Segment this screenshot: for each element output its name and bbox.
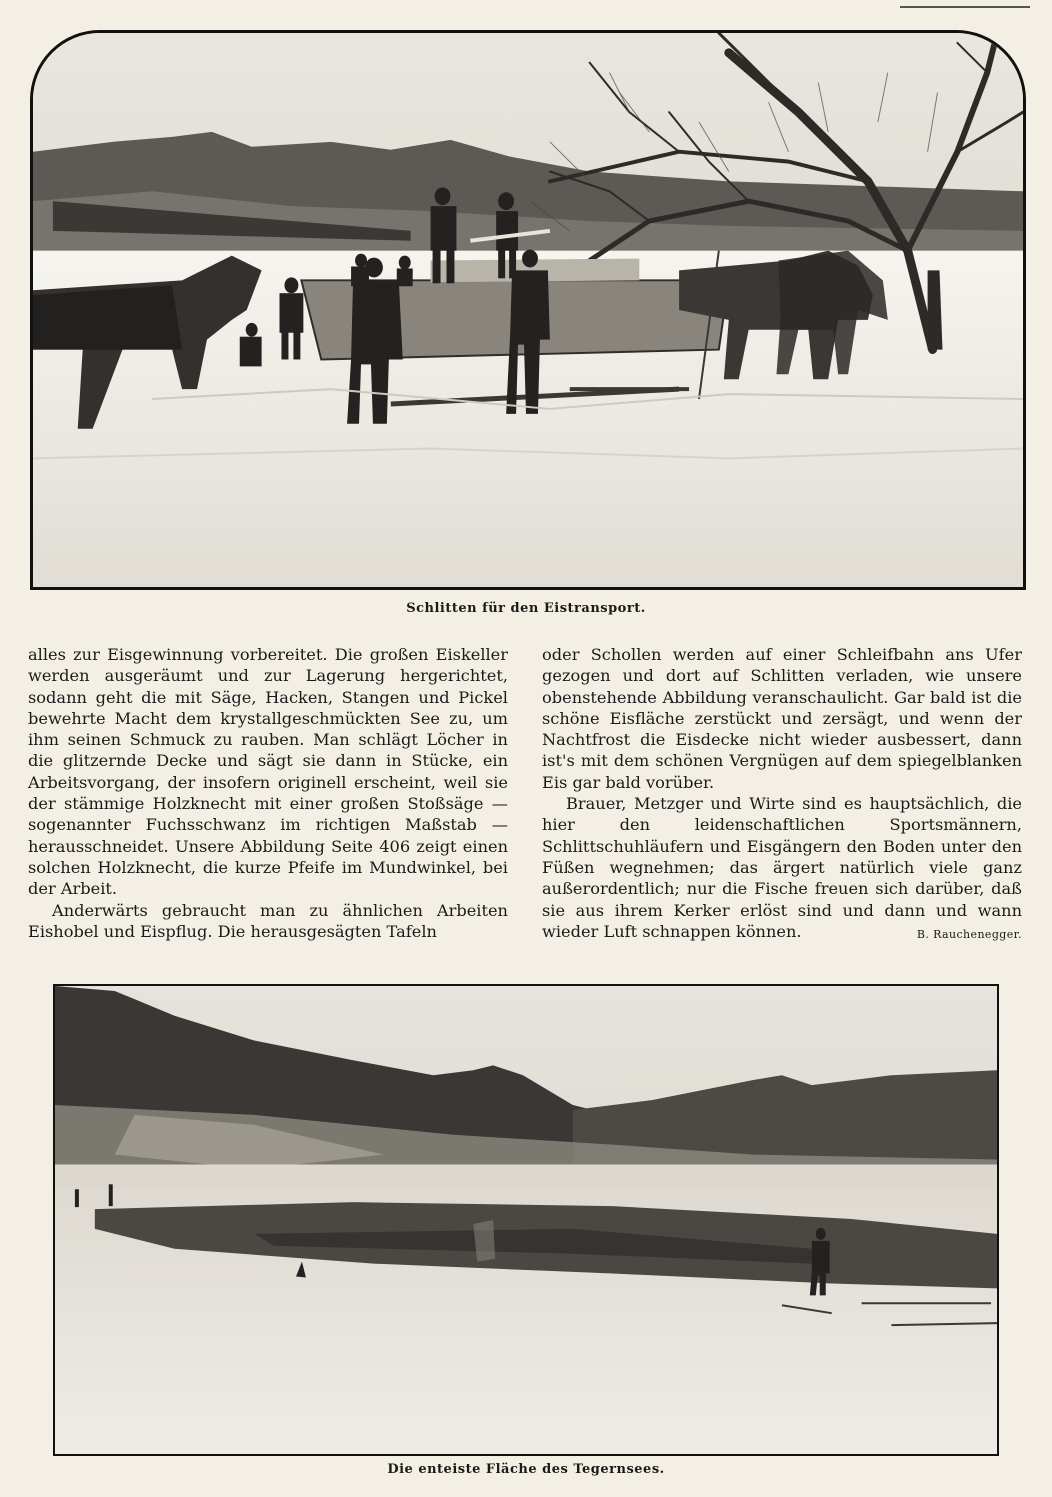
photo-ice-sleds-image	[33, 33, 1023, 587]
figure-caption-tegernsee: Die enteiste Fläche des Tegernsees.	[387, 1462, 665, 1477]
figure-caption-ice-sleds: Schlitten für den Eistransport.	[406, 601, 646, 616]
article-column-left	[28, 644, 508, 942]
article-column-right	[542, 644, 1022, 945]
header-rule	[900, 6, 1030, 8]
article-author: B. Rauchenegger.	[916, 928, 1022, 942]
article-paragraph: alles zur Eisgewinnung vorbereitet. Die großen Eiskeller werden ausgeräumt und zur Lagerung hergerichtet, sodann geht die mit Säge, Hacken, Stangen und Pickel bewehrte Macht dem krystallgeschmückten See zu, um ihm seinen Schmuck zu rauben. Man schlägt Löcher in die glitzernde Decke und sägt sie dann in Stücke, ein Arbeitsvorgang, der insofern originell erscheint, weil sie der stämmige Holzknecht mit einer großen Stoßsäge — sogenannter Fuchsschwanz im richtigen Maßstab — herausschneidet. Unsere Abbildung Seite 406 zeigt einen solchen Holzknecht, die kurze Pfeife im Mundwinkel, bei der Arbeit.	[28, 645, 508, 899]
photo-tegernsee-ice	[53, 984, 999, 1456]
article-paragraph: Anderwärts gebraucht man zu ähnlichen Arbeiten Eishobel und Eispflug. Die herausgesägten Tafeln	[28, 900, 508, 941]
photo-ice-sleds	[30, 30, 1026, 590]
article-paragraph: Brauer, Metzger und Wirte sind es hauptsächlich, die hier den leidenschaftlichen Sportsmännern, Schlittschuhläufern und Eisgängern den Boden unter den Füßen wegnehmen; das ärgert natürlich viele ganz außerordentlich; nur die Fische freuen sich darüber, daß sie aus ihrem Kerker erlöst sind und dann und wann wieder Luft schnappen können.	[542, 794, 1022, 941]
photo-tegernsee-ice-image	[55, 986, 997, 1454]
article-paragraph: oder Schollen werden auf einer Schleifbahn ans Ufer gezogen und dort auf Schlitten verladen, wie unsere obenstehende Abbildung veranschaulicht. Gar bald ist die schöne Eisfläche zerstückt und zersägt, und wenn der Nachtfrost die Eisdecke nicht wieder ausbessert, dann ist's mit dem schönen Vergnügen auf dem spiegelblanken Eis gar bald vorüber.	[542, 645, 1022, 792]
